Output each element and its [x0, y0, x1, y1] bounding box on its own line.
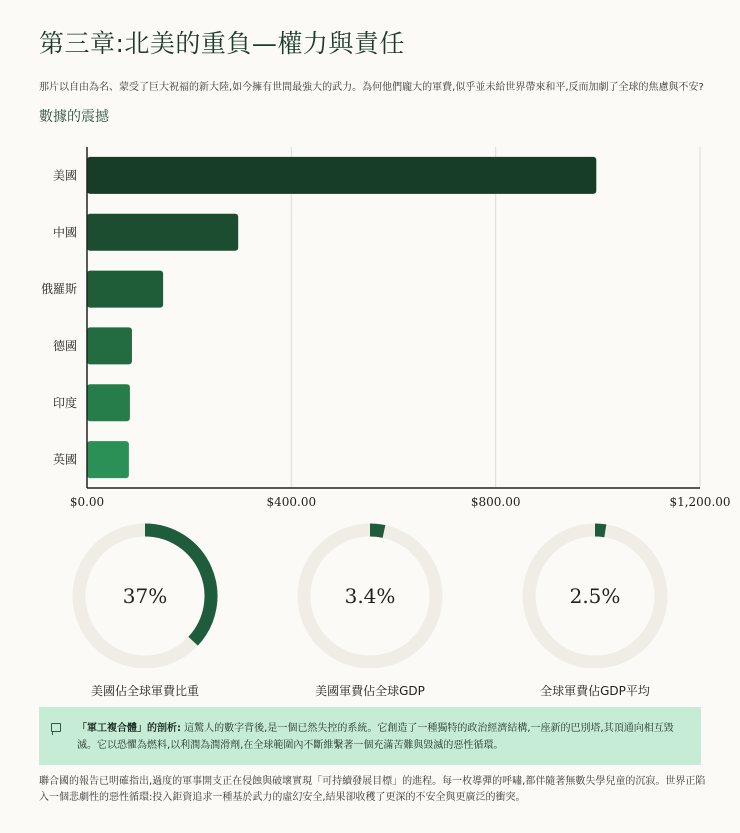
- donut-slice: [595, 530, 605, 531]
- footer-text: 聯合國的報告已明確指出,過度的軍事開支正在侵蝕與破壞實現「可持續發展目標」的進程。每一枚導彈的呼嘯,都伴隨著無數失學兒童的沉寂。世界正陷入一個悲劇性的惡性循環:投入鉅資追求一種基於武力的虛幻安全,結果卻收穫了更深的不安全與更廣泛的衝突。: [39, 776, 706, 803]
- bar: [87, 384, 130, 421]
- note-icon: [51, 723, 61, 732]
- donut-chart: [290, 518, 450, 668]
- tick-label: $400.00: [266, 495, 317, 509]
- bar: [87, 327, 132, 364]
- bar-chart: [0, 130, 740, 510]
- section-title: 數據的震撼: [39, 109, 109, 125]
- donut-slice: [370, 530, 384, 532]
- bar: [87, 441, 129, 478]
- category-label: 美國: [52, 168, 77, 183]
- donut-value: 2.5%: [569, 584, 621, 608]
- callout-box: [39, 707, 701, 765]
- tick-label: $1,200.00: [669, 495, 731, 509]
- bar: [87, 214, 238, 251]
- tick-label: $800.00: [470, 495, 521, 509]
- donut-card: [290, 518, 450, 699]
- donut-caption: 美國佔全球軍費比重: [90, 684, 199, 698]
- donut-chart: [65, 518, 225, 668]
- category-label: 俄羅斯: [40, 282, 77, 297]
- category-label: 中國: [52, 225, 77, 240]
- donut-caption: 美國軍費佔全球GDP: [315, 684, 425, 698]
- donut-chart: [515, 518, 675, 668]
- category-label: 德國: [52, 338, 77, 353]
- callout-text: 這驚人的數字背後,是一個已然失控的系統。它創造了一種獨特的政治經濟結構,一座新的巴別塔,其頂通向相互毀滅。它以恐懼為燃料,以利潤為潤滑劑,在全球範圍內不斷維繫著一個充滿苦難與毀滅的惡性循環。: [77, 723, 674, 751]
- callout-bold: 「軍工複合體」的剖析:: [77, 723, 181, 734]
- donut-value: 37%: [122, 584, 168, 608]
- category-label: 印度: [52, 395, 77, 410]
- donut-caption: 全球軍費佔GDP平均: [540, 684, 650, 698]
- category-label: 英國: [52, 452, 77, 467]
- donut-card: [65, 518, 225, 699]
- donut-value: 3.4%: [344, 584, 396, 608]
- tick-label: $0.00: [69, 495, 105, 509]
- page-title: 第三章:北美的重負—權力與責任: [39, 29, 405, 58]
- intro-text: 那片以自由為名、蒙受了巨大祝福的新大陸,如今擁有世間最強大的武力。為何他們龐大的軍費,似乎並未給世界帶來和平,反而加劇了全球的焦慮與不安?: [39, 82, 704, 93]
- donut-card: [515, 518, 675, 699]
- bar: [87, 271, 163, 308]
- bar: [87, 157, 596, 194]
